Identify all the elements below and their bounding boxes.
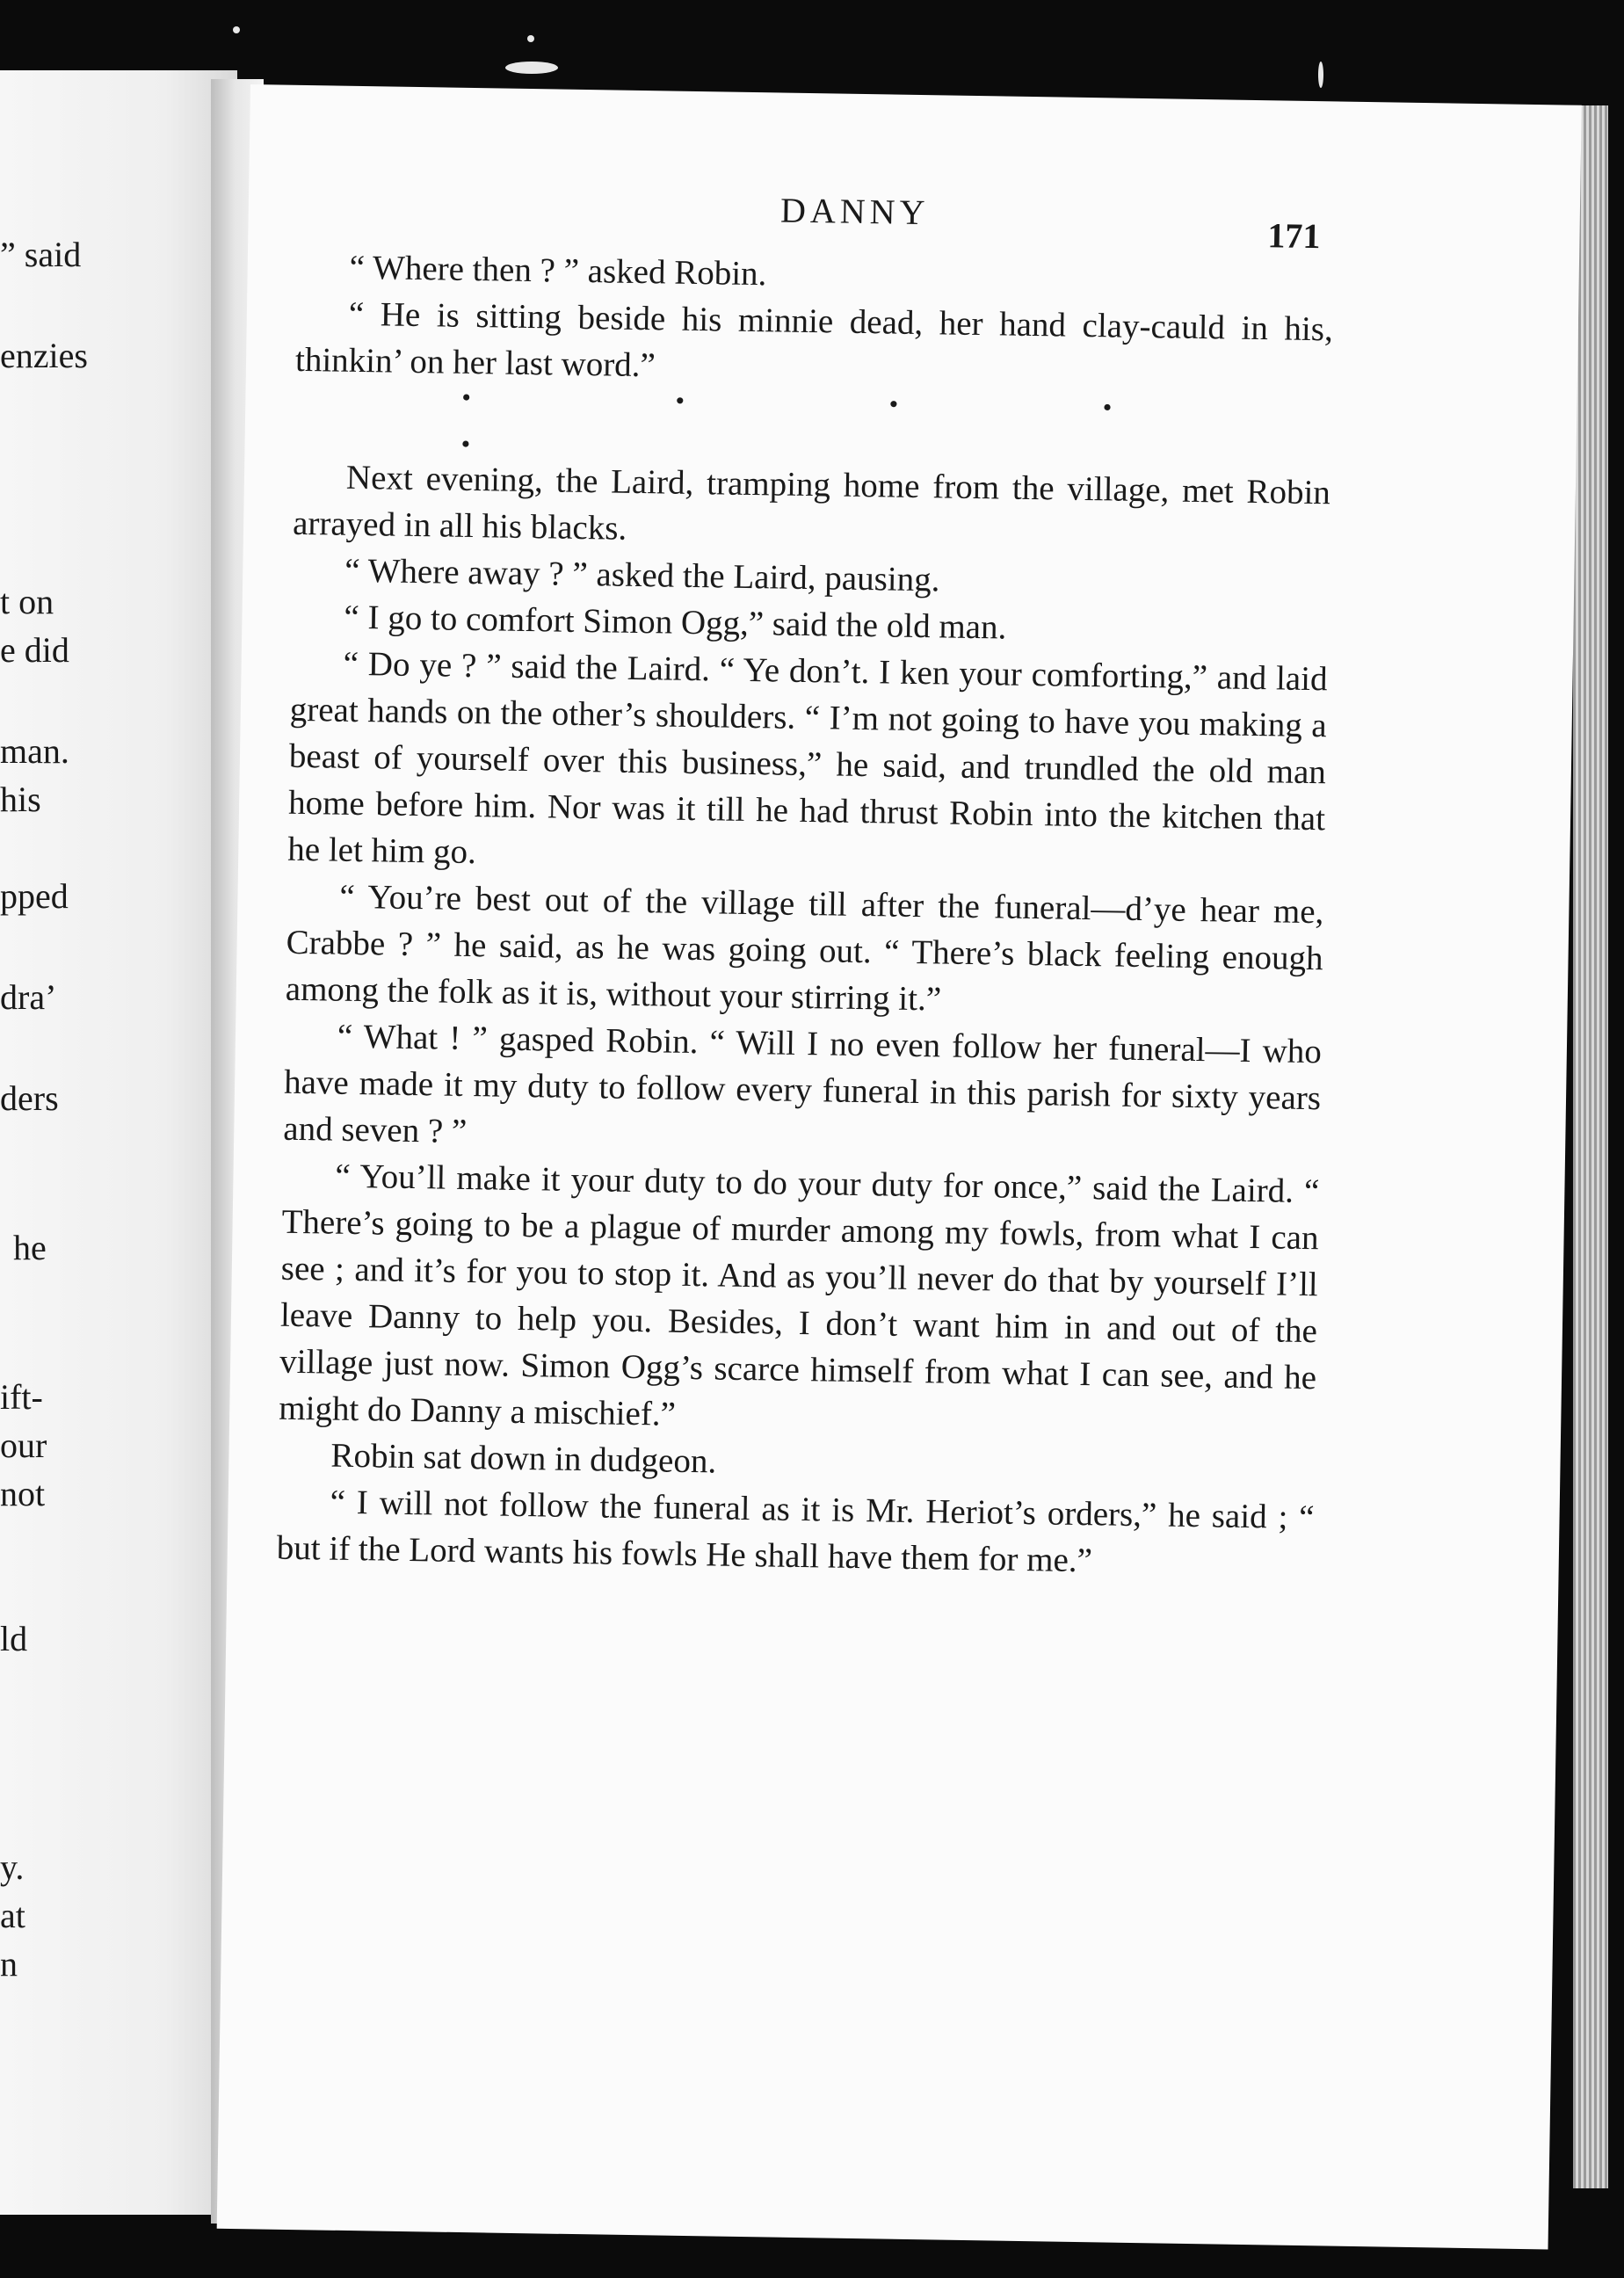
left-page-fragment: e did	[0, 630, 69, 670]
paragraph: Robin sat down in dudgeon.	[330, 1436, 717, 1481]
left-page-fragment: enzies	[0, 336, 88, 375]
left-page-fragment: pped	[0, 876, 69, 916]
left-page-fragment: not	[0, 1474, 46, 1513]
paragraph: “ Where then ? ” asked Robin.	[349, 248, 767, 294]
paragraph: “ You’re best out of the village till after the funeral—d’ye hear me, Crabbe ? ” he said, as he was going out. “ There’s black feeling enough among the folk as it is, without your stirring it.”	[285, 877, 1324, 1019]
paragraph: “ Where away ? ” asked the Laird, pausing.	[344, 551, 940, 599]
left-page-fragment: he	[13, 1228, 47, 1267]
left-page-fragment: our	[0, 1426, 47, 1465]
paragraph: “ Do ye ? ” said the Laird. “ Ye don’t. I ken your comforting,” and laid great hands on the other’s shoulders. “ I’m not going to have you making a beast of yourself over this business,” he said, and trundled the old man home before him. Nor was it till he had thrust Robin into the kitchen that he let him go.	[286, 644, 1328, 872]
left-page	[0, 70, 237, 2215]
paragraph: “ You’ll make it your duty to do your duty for once,” said the Laird. “ There’s going to be a plague of murder among my fowls, from what I can see ; and it’s for you to stop it. And as you’ll never do that by yourself I’ll leave Danny to help you. Besides, I don’t want him in and out of the village just now. Simon Ogg’s scarce himself from what I can see, and he might do Danny a mischief.”	[279, 1157, 1320, 1433]
paragraph: Next evening, the Laird, tramping home from the village, met Robin arrayed in all his blacks.	[292, 458, 1331, 548]
left-page-fragment: ift-	[0, 1377, 43, 1417]
left-page-fragment: at	[0, 1896, 25, 1935]
paragraph: “ I go to comfort Simon Ogg,” said the old man.	[344, 598, 1007, 647]
right-page	[217, 84, 1582, 2249]
left-page-fragment: ders	[0, 1078, 59, 1118]
section-break-dots: • • • • •	[460, 382, 1209, 461]
left-page-fragment: n	[0, 1944, 18, 1984]
paragraph: “ I will not follow the funeral as it is Mr. Heriot’s orders,” he said ; “ but if the Lord wants his fowls He shall have them for me.”	[276, 1483, 1315, 1580]
left-page-fragment: ld	[0, 1619, 28, 1658]
page-edge	[1573, 105, 1608, 2188]
body-text	[276, 243, 1334, 1587]
left-page-fragment: dra’	[0, 977, 57, 1017]
page-number: 171	[1267, 215, 1321, 257]
left-page-fragment: man.	[0, 731, 69, 771]
left-page-fragment: his	[0, 780, 41, 819]
top-edge-specks	[0, 0, 1624, 79]
running-head: DANNY	[779, 190, 930, 233]
left-page-fragment: y.	[0, 1847, 25, 1887]
left-page-fragment: ” said	[0, 235, 82, 274]
paragraph: “ He is sitting beside his minnie dead, her hand clay-cauld in his, thinkin’ on her last word.”	[294, 294, 1334, 385]
paragraph: “ What ! ” gasped Robin. “ Will I no even follow her funeral—I who have made it my duty to follow every funeral in this parish for sixty years and seven ? ”	[283, 1017, 1323, 1151]
left-page-fragment: t on	[0, 582, 54, 621]
